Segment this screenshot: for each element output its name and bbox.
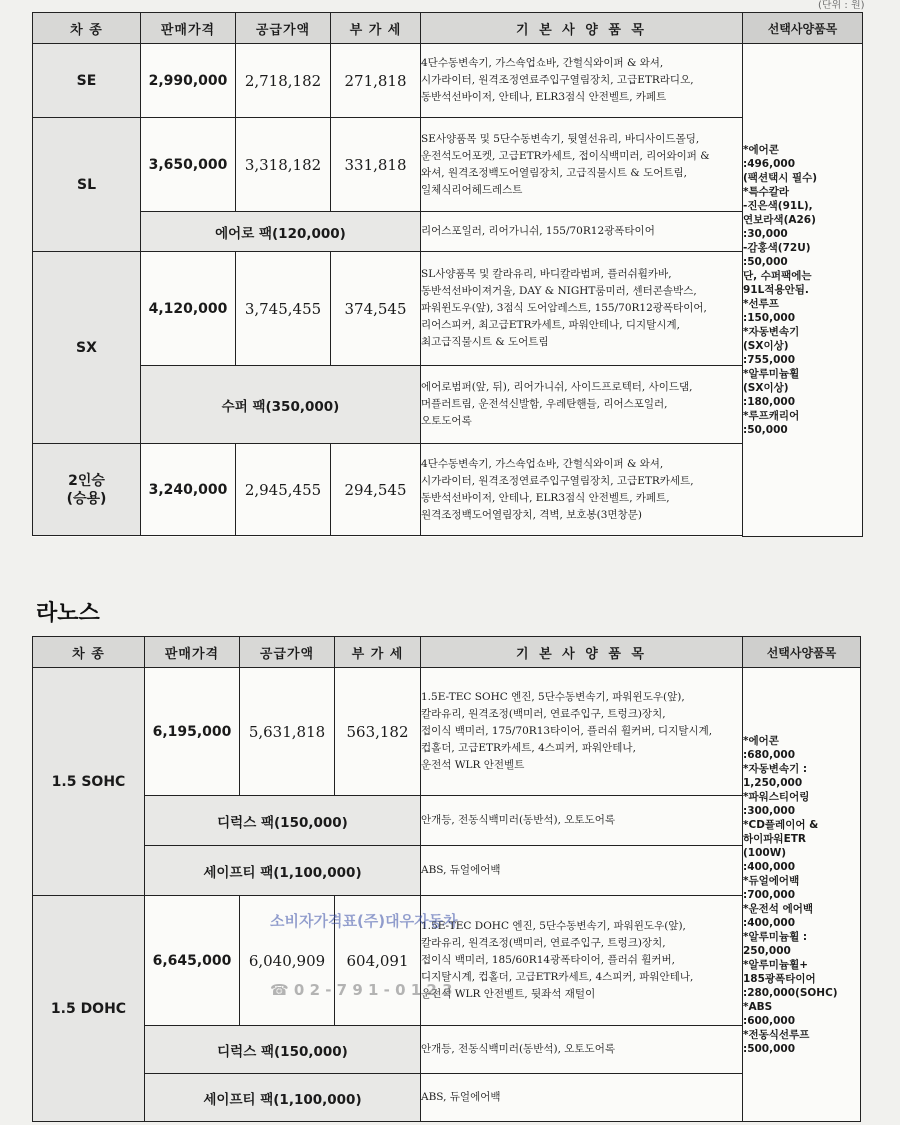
price-cell: 4,120,000 [141,252,236,366]
price-cell: 6,195,000 [145,668,240,796]
supply-cell: 2,945,455 [236,444,331,536]
pack-row [33,1026,861,1074]
table-row [33,252,863,366]
price-cell: 3,650,000 [141,118,236,212]
pack-features: 안개등, 전동식백미러(동반석), 오토도어록 [421,1026,743,1074]
header-options: 선택사양품목 [743,13,863,44]
vat-cell: 563,182 [335,668,421,796]
price-cell: 2,990,000 [141,44,236,118]
pack-features: 에어로범퍼(앞, 뒤), 리어가니쉬, 사이드프로텍터, 사이드댐, 머플러트림, 운전석신발함, 우레탄핸들, 리어스포일러, 오토도어록 [421,366,743,444]
header-supply: 공급가액 [240,637,335,668]
model-cell: 1.5 SOHC [33,668,145,896]
unit-note: (단위 : 원) [818,0,865,11]
features-cell: 4단수동변속기, 가스쇽업쇼바, 간헐식와이퍼 & 와셔, 시가라이터, 원격조정연료주입구열림장치, 고급ETR카세트, 동반석선바이저, 안테나, ELR3점식 안전벨트, 카페트, 원격조정백도어열림장치, 격벽, 보호봉(3면창문) [421,444,743,536]
model-cell: 2인승 (승용) [33,444,141,536]
table-row [33,668,861,796]
stamp-line-1: 소비자가격표(주)대우자동차 [270,912,458,930]
table-row [33,444,863,536]
table-row [33,44,863,118]
pack-row [33,1074,861,1122]
supply-cell: 5,631,818 [240,668,335,796]
supply-cell: 6,040,909 [240,896,335,1026]
table-row [33,118,863,212]
features-cell: 4단수동변속기, 가스쇽업쇼바, 간헐식와이퍼 & 와셔, 시가라이터, 원격조정연료주입구열림장치, 고급ETR라디오, 동반석선바이저, 안테나, ELR3점식 안전벨트, 카페트 [421,44,743,118]
supply-cell: 3,745,455 [236,252,331,366]
header-vat: 부 가 세 [335,637,421,668]
stamp-line-2: ☎ 0 2 - 7 9 1 - 0 1 2 3 [270,981,453,999]
options-cell: *에어콘 :680,000 *자동변속기 : 1,250,000 *파워스티어링 :300,000 *CD플레이어 & 하이파워ETR (100W) :400,000 *듀얼에어백 :700,000 *운전석 에어백 :400,000 *알루미늄휠 : 250,000 *알루미늄휠+ 185광폭타이어 :280,000(SOHC) *ABS :600,000 *전동식선루프 :500,000 [743,668,861,1122]
header-supply: 공급가액 [236,13,331,44]
supply-cell: 3,318,182 [236,118,331,212]
price-table-1 [32,12,863,537]
pack-label: 수퍼 팩(350,000) [141,366,421,444]
vat-cell: 604,091 [335,896,421,1026]
pack-features: 리어스포일러, 리어가니쉬, 155/70R12광폭타이어 [421,212,743,252]
pack-row [33,366,863,444]
pack-features: ABS, 듀얼에어백 [421,1074,743,1122]
pack-row [33,212,863,252]
vat-cell: 294,545 [331,444,421,536]
vat-cell: 374,545 [331,252,421,366]
pack-label: 에어로 팩(120,000) [141,212,421,252]
pack-row [33,796,861,846]
pack-label: 세이프티 팩(1,100,000) [145,1074,421,1122]
header-features: 기 본 사 양 품 목 [421,13,743,44]
header-vat: 부 가 세 [331,13,421,44]
model-cell: 1.5 DOHC [33,896,145,1122]
features-cell: 1.5E-TEC SOHC 엔진, 5단수동변속기, 파워윈도우(앞), 칼라유리, 원격조정(백미러, 연료주입구, 트렁크)장치, 접이식 백미러, 175/70R13타이어, 플러쉬 휠커버, 디지탈시계, 컵홀더, 고급ETR카세트, 4스피커, 파워안테나, 운전석 WLR 안전벨트 [421,668,743,796]
pack-label: 세이프티 팩(1,100,000) [145,846,421,896]
supply-cell: 2,718,182 [236,44,331,118]
model-cell: SX [33,252,141,444]
header-price: 판매가격 [141,13,236,44]
pack-label: 디럭스 팩(150,000) [145,1026,421,1074]
header-options: 선택사양품목 [743,637,861,668]
price-table-2 [32,636,861,1122]
options-cell: *에어콘 :496,000 (팩션택시 필수) *특수칼라 -진은색(91L), 연보라색(A26) :30,000 -감홍색(72U) :50,000 단, 수퍼팩에는 91L적용안됨. *선루프 :150,000 *자동변속기 (SX이상) :755,000 *알루미늄휠 (SX이상) :180,000 *루프캐리어 :50,000 [743,44,863,537]
header-features: 기 본 사 양 품 목 [421,637,743,668]
pack-features: ABS, 듀얼에어백 [421,846,743,896]
pack-features: 안개등, 전동식백미러(동반석), 오토도어록 [421,796,743,846]
header-price: 판매가격 [145,637,240,668]
model-cell: SE [33,44,141,118]
model-cell: SL [33,118,141,252]
table-header-row [33,13,863,44]
header-model: 차 종 [33,637,145,668]
features-cell: 1.5E-TEC DOHC 엔진, 5단수동변속기, 파워윈도우(앞), 칼라유리, 원격조정(백미러, 연료주입구, 트렁크)장치, 접이식 백미러, 185/60R14광폭타이어, 플러쉬 휠커버, 디지탈시계, 컵홀더, 고급ETR카세트, 4스피커, 파워안테나, 운전석 WLR 안전벨트, 뒷좌석 재털이 [421,896,743,1026]
pack-row [33,846,861,896]
table-header-row [33,637,861,668]
features-cell: SE사양품목 및 5단수동변속기, 뒷열선유리, 바디사이드몰딩, 운전석도어포켓, 고급ETR카세트, 접이식백미러, 리어와이퍼 & 와셔, 원격조정백도어열림장치, 고급직물시트 & 도어트림, 일체식리어헤드레스트 [421,118,743,212]
price-cell: 3,240,000 [141,444,236,536]
header-model: 차 종 [33,13,141,44]
vat-cell: 271,818 [331,44,421,118]
table-row [33,896,861,1026]
section-title: 라노스 [36,601,100,626]
price-cell: 6,645,000 [145,896,240,1026]
vat-cell: 331,818 [331,118,421,212]
pack-label: 디럭스 팩(150,000) [145,796,421,846]
features-cell: SL사양품목 및 칼라유리, 바디칼라범퍼, 플러쉬휠카바, 동반석선바이져거울, DAY & NIGHT룸미러, 센터콘솔박스, 파워윈도우(앞), 3점식 도어암레스트, 155/70R12광폭타이어, 리어스피커, 최고급ETR카세트, 파워안테나, 디지탈시계, 최고급직물시트 & 도어트림 [421,252,743,366]
